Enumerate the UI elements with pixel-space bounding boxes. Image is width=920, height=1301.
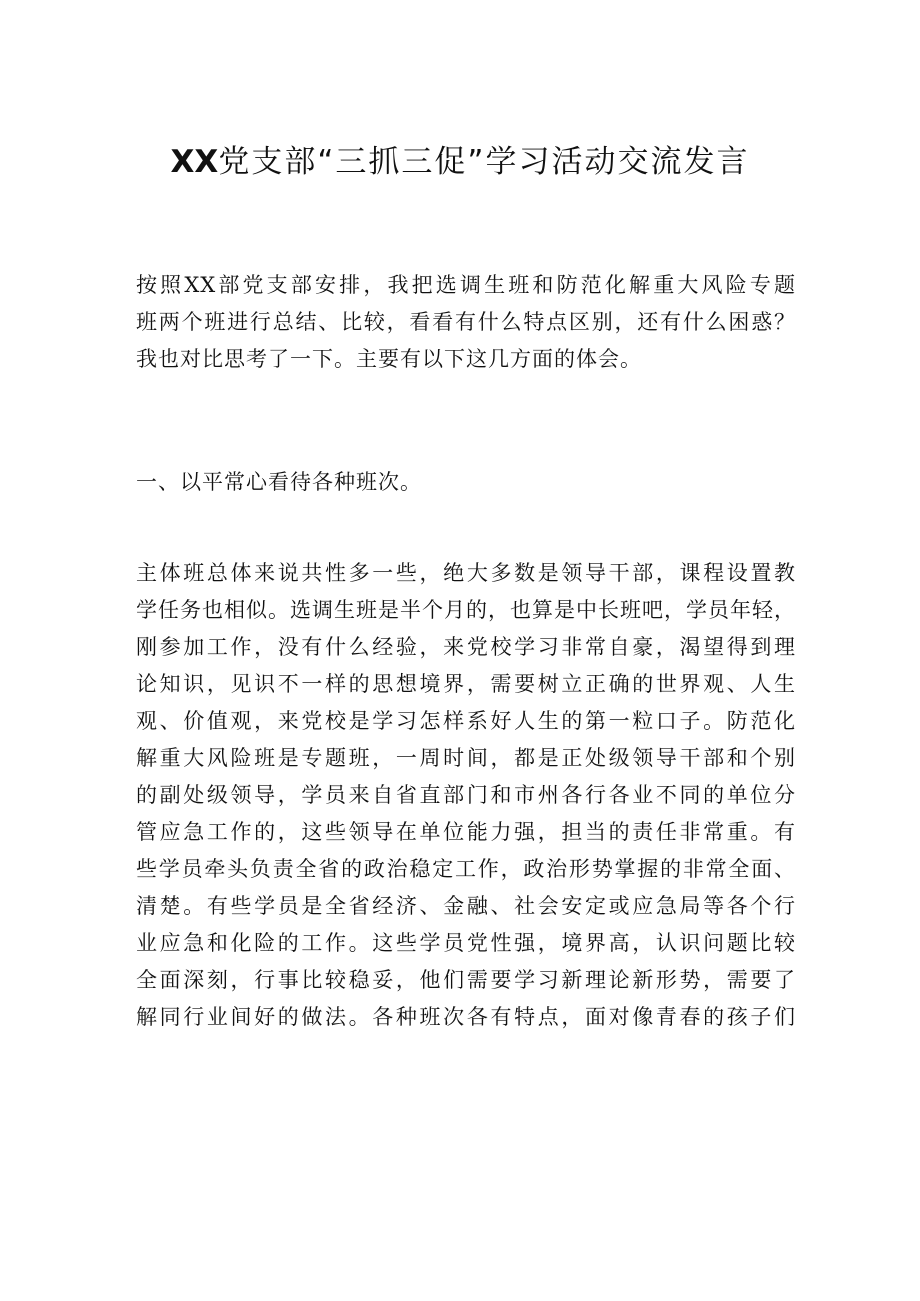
paragraph-line: 的副处级领导，学员来自省直部门和市州各行各业不同的单位分 bbox=[136, 783, 796, 807]
paragraph-line: 全面深刻，行事比较稳妥，他们需要学习新理论新形势，需要了 bbox=[136, 968, 796, 992]
paragraph-line: 解重大风险班是专题班，一周时间，都是正处级领导干部和个别 bbox=[136, 746, 796, 770]
section-heading bbox=[136, 464, 796, 501]
paragraph-line: 按照XX部党支部安排，我把选调生班和防范化解重大风险专题 bbox=[136, 273, 796, 297]
paragraph-line: 我也对比思考了一下。主要有以下这几方面的体会。 bbox=[136, 347, 642, 371]
paragraph-line: 业应急和化险的工作。这些学员党性强，境界高，认识问题比较 bbox=[136, 931, 796, 955]
paragraph-line: 些学员牵头负责全省的政治稳定工作，政治形势掌握的非常全面、 bbox=[136, 857, 796, 881]
title-text: 党支部“三抓三促”学习活动交流发言 bbox=[218, 144, 750, 180]
paragraph-line: 论知识，见识不一样的思想境界，需要树立正确的世界观、人生 bbox=[136, 672, 796, 696]
intro-paragraph bbox=[136, 267, 796, 378]
paragraph-line: 班两个班进行总结、比较，看看有什么特点区别，还有什么困惑？ bbox=[136, 310, 796, 334]
paragraph-line: 观、价值观，来党校是学习怎样系好人生的第一粒口子。防范化 bbox=[136, 709, 796, 733]
title-prefix: XX bbox=[170, 144, 219, 180]
paragraph-line: 刚参加工作，没有什么经验，来党校学习非常自豪，渴望得到理 bbox=[136, 635, 796, 659]
section-heading-text: 一、以平常心看待各种班次。 bbox=[136, 470, 422, 494]
paragraph-line: 主体班总体来说共性多一些，绝大多数是领导干部，课程设置教 bbox=[136, 561, 796, 585]
document-title bbox=[0, 140, 920, 184]
paragraph-line: 管应急工作的，这些领导在单位能力强，担当的责任非常重。有 bbox=[136, 820, 796, 844]
paragraph-line: 学任务也相似。选调生班是半个月的，也算是中长班吧，学员年轻， bbox=[136, 598, 796, 622]
paragraph-line: 清楚。有些学员是全省经济、金融、社会安定或应急局等各个行 bbox=[136, 894, 796, 918]
paragraph-line: 解同行业间好的做法。各种班次各有特点，面对像青春的孩子们 bbox=[136, 1005, 796, 1029]
body-paragraph bbox=[136, 555, 796, 1036]
